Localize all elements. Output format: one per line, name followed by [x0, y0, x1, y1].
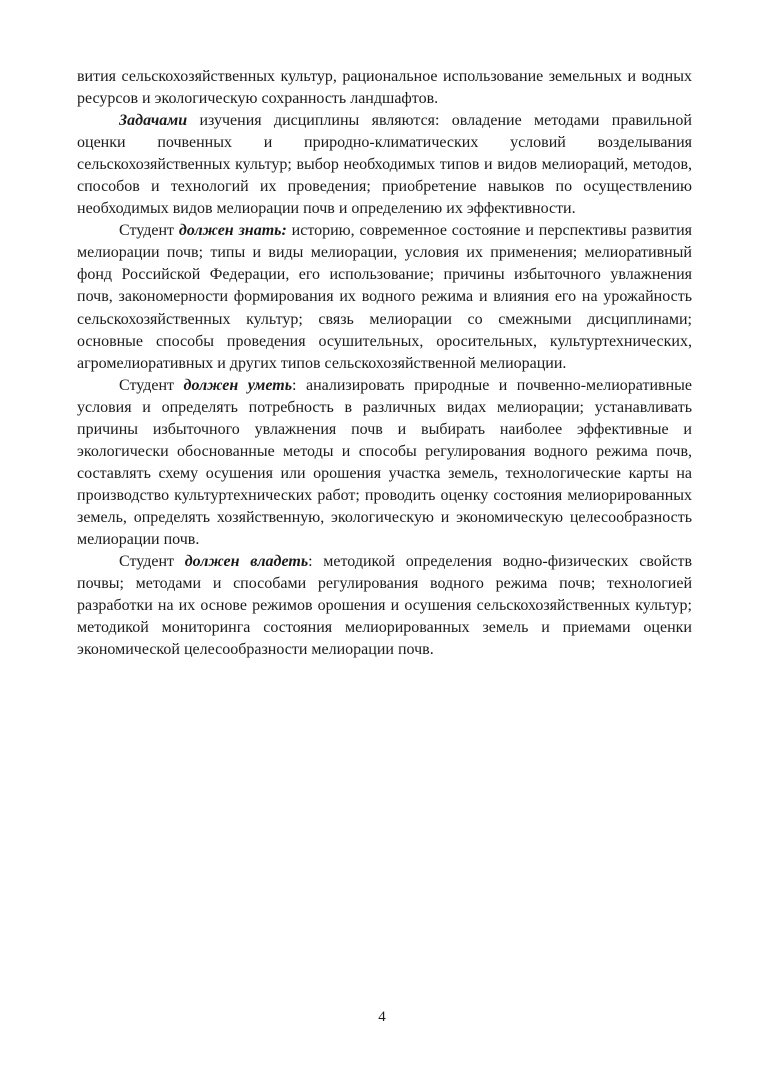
emphasized-term: Задачами [119, 112, 188, 130]
paragraph-must-know [77, 220, 692, 374]
paragraph-body: вития сельскохозяйственных культур, рациональное использование земельных и водных ресурсов и экологическую сохранность ландшафтов. [77, 68, 692, 108]
paragraph-body: историю, современное состояние и перспективы развития мелиорации почв; типы и виды мелиорации, условия их применения; мелиоративный фонд Российской Федерации, его использование; причины избыточного увлажнения почв, закономерности формирования их водного режима и влияния его на урожайность сельскохозяйственных культур; связь мелиорации со смежными дисциплинами; основные способы проведения осушительных, оросительных, культуртехнических, агромелиоративных и других типов сельскохозяйственной мелиорации. [77, 222, 692, 372]
paragraph-intro-continuation [77, 66, 692, 110]
emphasized-term: должен знать: [178, 222, 287, 240]
body-text [77, 66, 692, 661]
emphasized-term: должен уметь [183, 376, 293, 394]
paragraph-body: : методикой определения водно-физических свойств почвы; методами и способами регулирования водного режима почв; технологией разработки на их основе режимов орошения и осушения сельскохозяйственных культур; методикой мониторинга состояния мелиорированных земель и приемами оценки экономической целесообразности мелиорации почв. [77, 553, 692, 659]
paragraph-must-be-able [77, 375, 692, 551]
paragraph-body: : анализировать природные и почвенно-мелиоративные условия и определять потребность в различных видах мелиорации; устанавливать причины избыточного увлажнения почв и выбирать наиболее эффективные и экологически обоснованные методы и способы регулирования водного режима почв, составлять схему осушения или орошения участка земель, технологические карты на производство культуртехнических работ; проводить оценку состояния мелиорированных земель, определять хозяйственную, экологическую и экономическую целесообразность мелиорации почв. [77, 376, 692, 548]
paragraph-must-master [77, 551, 692, 661]
paragraph-lead: Студент [119, 222, 179, 240]
page-number: 4 [378, 1009, 386, 1025]
paragraph-tasks [77, 110, 692, 220]
paragraph-lead: Студент [119, 376, 184, 394]
paragraph-lead: Студент [119, 553, 185, 571]
paragraph-body: изучения дисциплины являются: овладение методами правильной оценки почвенных и природно-климатических условий возделывания сельскохозяйственных культур; выбор необходимых типов и видов мелиораций, методов, способов и технологий их проведения; приобретение навыков по осуществлению необходимых видов мелиорации почв и определению их эффективности. [77, 112, 692, 218]
emphasized-term: должен владеть [184, 553, 309, 571]
